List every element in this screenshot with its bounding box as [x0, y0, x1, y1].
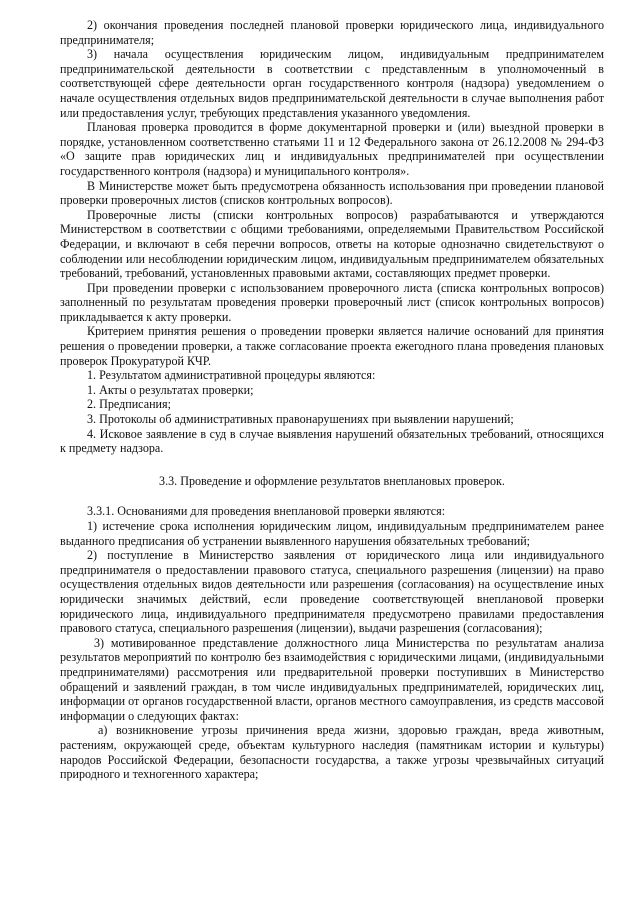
paragraph-ground-3-motivated-submission: 3) мотивированное представление должностного лица Министерства по результатам анализа результатов мероприятий по контролю без взаимодействия с юридическими лицами, (индивидуальными предпринимателями) рассмотрения или предварительной проверки поступивших в Министерство обращений и заявлений граждан, в том числе индивидуальных предпринимателей, юридических лиц, информации от органов государственной власти, органов местного самоуправления, из средств массовой информации о следующих фактах:: [60, 635, 604, 723]
list-item-orders: 2. Предписания;: [87, 397, 171, 412]
paragraph-item-2-end-of-last-inspection: 2) окончания проведения последней плановой проверки юридического лица, индивидуального предпринимателя;: [60, 18, 604, 47]
paragraph-ground-1-expired-order: 1) истечение срока исполнения юридическим лицом, индивидуальным предпринимателем ранее выданного предписания об устранении выявленного нарушения обязательных требований;: [60, 519, 604, 548]
paragraph-decision-criterion: Критерием принятия решения о проведении проверки является наличие оснований для принятия решения о проведении проверки, а также согласование проекта ежегодного плана проведения плановых проверок Прокуратурой КЧР.: [60, 324, 604, 368]
paragraph-ground-2-application: 2) поступление в Министерство заявления от юридического лица или индивидуального предпринимателя о предоставлении правового статуса, специального разрешения (лицензии) на право осуществления отдельных видов деятельности или разрешения (согласования) на осуществление иных юридически значимых действий, если проведение соответствующей внеплановой проверки юридического лица, индивидуального предпринимателя предусмотрено правилами предоставления правового статуса, специального разрешения (лицензии), выдачи разрешения (согласования);: [60, 548, 604, 636]
list-item-lawsuit: 4. Исковое заявление в суд в случае выявления нарушений обязательных требований, относящихся к предмету надзора.: [60, 426, 604, 456]
list-item-protocols: 3. Протоколы об административных правонарушениях при выявлении нарушений;: [87, 412, 514, 427]
paragraph-planned-inspection-form: Плановая проверка проводится в форме документарной проверки и (или) выездной проверки в порядке, установленном соответственно статьями 11 и 12 Федерального закона от 26.12.2008 № 294-ФЗ «О защите прав юридических лиц и индивидуальных предпринимателей при осуществлении государственного контроля (надзора) и муниципального контроля».: [60, 120, 604, 178]
paragraph-checklists-development: Проверочные листы (списки контрольных вопросов) разрабатываются и утверждаются Министерством в соответствии с общими требованиями, определяемыми Правительством Российской Федерации, и включают в себя перечни вопросов, ответы на которые однозначно свидетельствуют о соблюдении или несоблюдении юридическим лицом, индивидуальным предпринимателем обязательных требований, требований, установленных правовыми актами, составляющих предмет проверки.: [60, 207, 604, 281]
paragraph-ground-3a-threat: а) возникновение угрозы причинения вреда жизни, здоровью граждан, вреда животным, растениям, окружающей среде, объектам культурного наследия (памятникам истории и культуры) народов Российской Федерации, безопасности государства, а также угрозы чрезвычайных ситуаций природного и техногенного характера;: [60, 723, 604, 782]
paragraph-checklists-obligation: В Министерстве может быть предусмотрена обязанность использования при проведении плановой проверки проверочных листов (списков контрольных вопросов).: [60, 178, 604, 208]
paragraph-unscheduled-grounds-intro: 3.3.1. Основаниями для проведения внеплановой проверки являются:: [87, 504, 446, 519]
paragraph-checklist-attached: При проведении проверки с использованием проверочного листа (списка контрольных вопросов) заполненный по результатам проведения проверки проверочный лист (список контрольных вопросов) прикладывается к акту проверки.: [60, 280, 604, 324]
list-item-inspection-acts: 1. Акты о результатах проверки;: [87, 382, 254, 397]
paragraph-procedure-result-intro: 1. Результатом административной процедуры являются:: [87, 368, 376, 383]
paragraph-item-3-start-of-business: 3) начала осуществления юридическим лицом, индивидуальным предпринимателем предпринимательской деятельности в соответствии с представленным в уполномоченный в соответствующей сфере деятельности орган государственного контроля (надзора) уведомлением о начале осуществления отдельных видов предпринимательской деятельности в случае выполнения работ или предоставления услуг, требующих представления указанного уведомления.: [60, 47, 604, 120]
section-heading: 3.3. Проведение и оформление результатов внеплановых проверок.: [159, 473, 505, 488]
